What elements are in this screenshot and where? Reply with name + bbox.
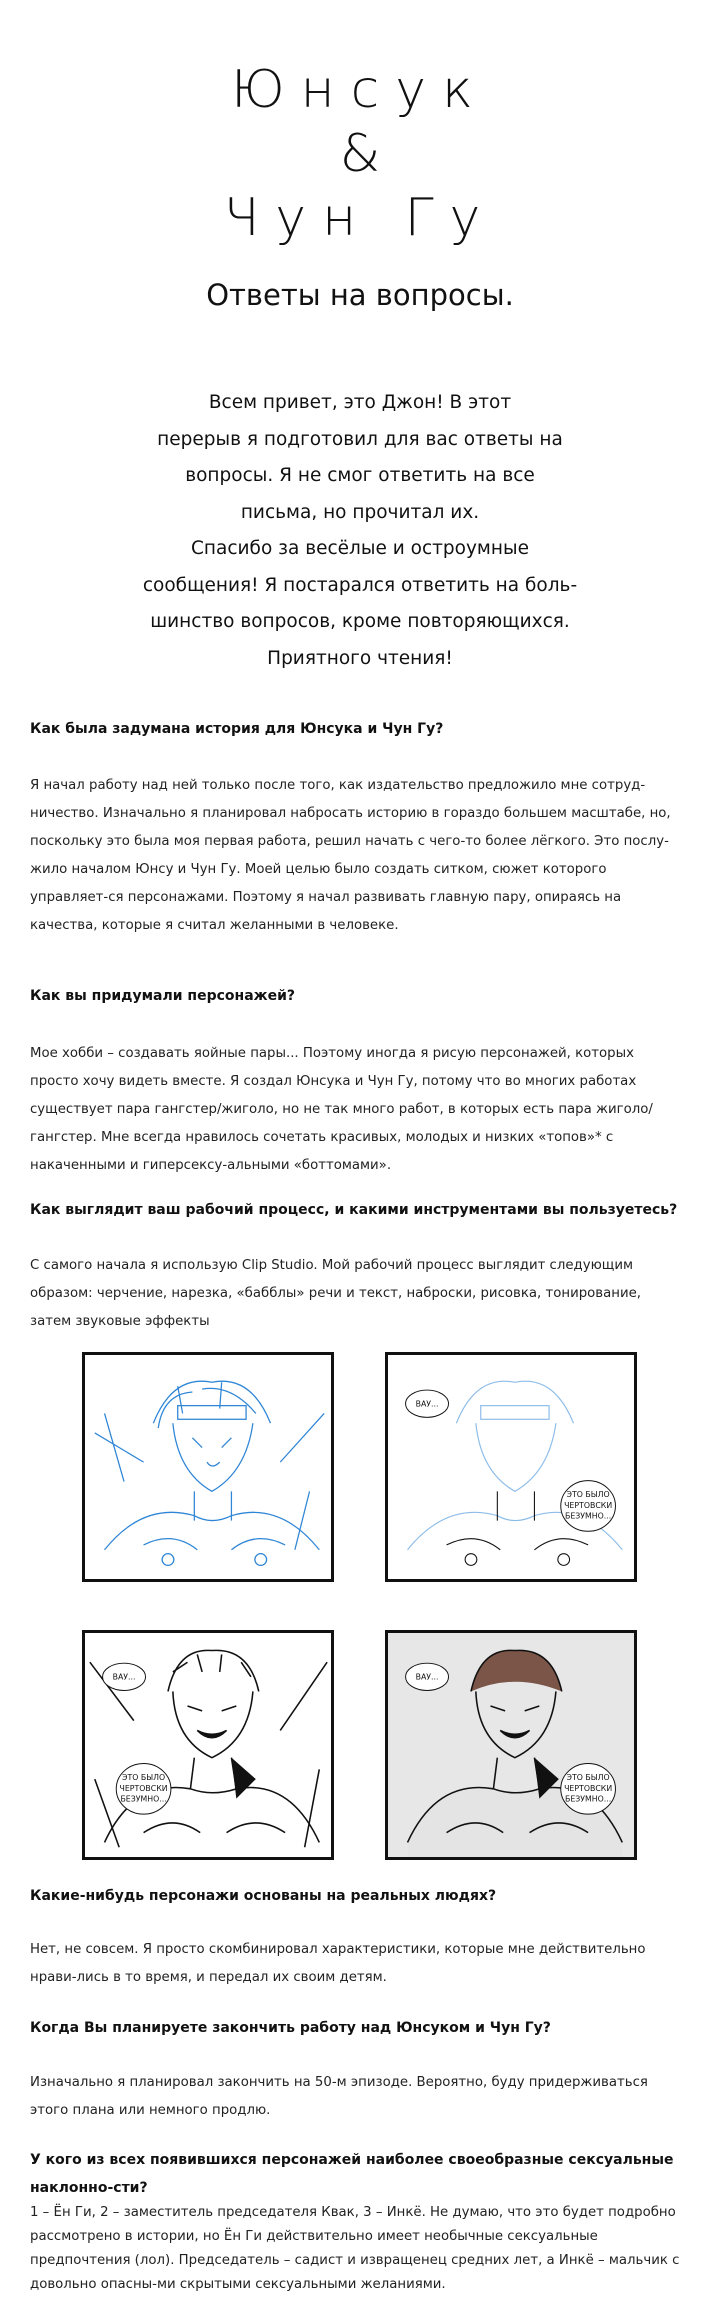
- bubble-left-text: ВАУ...: [415, 1399, 439, 1409]
- intro-line: перерыв я подготовил для вас ответы на: [157, 428, 563, 450]
- inked-drawing: [85, 1633, 331, 1857]
- bubble-right-text-1: ЭТО БЫЛО: [122, 1773, 166, 1783]
- sketch-lines: [95, 1381, 324, 1565]
- intro-line: шинство вопросов, кроме повторяющихся.: [150, 611, 570, 632]
- question-1: Как была задумана история для Юнсука и Чун Гу?: [30, 721, 444, 737]
- question-2: Как вы придумали персонажей?: [30, 988, 296, 1004]
- intro-line: Всем привет, это Джон! В этот: [208, 392, 512, 413]
- intro-line: Приятного чтения!: [267, 647, 453, 669]
- title-line-2: &: [339, 124, 381, 184]
- toned-drawing: [388, 1633, 634, 1857]
- intro-line: Спасибо за весёлые и остроумные: [191, 538, 529, 559]
- title-line-3: Чун Гу: [223, 188, 497, 248]
- intro-line: сообщения! Я постарался ответить на боль-: [142, 574, 578, 596]
- page-subtitle: Ответы на вопросы.: [206, 278, 514, 312]
- bubble-left-text: ВАУ...: [112, 1672, 136, 1682]
- bubble-right-text-3: БЕЗУМНО...: [120, 1794, 167, 1804]
- bubble-right-text-2: ЧЕРТОВСКИ: [564, 1500, 613, 1510]
- intro-line: вопросы. Я не смог ответить на все: [185, 465, 535, 486]
- bubble-right-text-3: БЕЗУМНО...: [564, 1511, 612, 1521]
- shadow-shape: [231, 1758, 255, 1799]
- question-4: Какие-нибудь персонажи основаны на реальных людях?: [30, 1888, 497, 1904]
- answer-6: 1 – Ён Ги, 2 – заместитель председателя Квак, 3 – Инкё. Не думаю, что это будет подробно рассмотрено в истории, но Ён Ги действительно имеет необычные сексуальные предпочтения (лол). Председатель – садист и извращенец средних лет, а Инкё – мальчик с довольно опасны-ми скрытыми сексуальными желаниями.: [30, 2205, 680, 2292]
- bubble-left-text: ВАУ...: [415, 1672, 439, 1682]
- answer-2: Мое хобби – создавать яойные пары... Поэтому иногда я рисую персонажей, которых просто хочу видеть вместе. Я создал Юнсука и Чун Гу, потому что во многих работах существует пара гангстер/жиголо, но не так много работ, в которых есть пара жиголо/гангстер. Мне всегда нравилось сочетать красивых, молодых и низких «топов»* с накаченными и гиперсексу-альными «боттомами».: [30, 1046, 653, 1173]
- panel-lines-bubbles: [385, 1352, 637, 1582]
- bubble-right-text-1: ЭТО БЫЛО: [566, 1490, 610, 1500]
- panel-toned: [385, 1630, 637, 1860]
- bubble-right-text-3: БЕЗУМНО...: [564, 1794, 612, 1804]
- question-6: У кого из всех появившихся персонажей наиболее своеобразные сексуальные наклонно-сти?: [30, 2152, 674, 2196]
- bubble-right-text-2: ЧЕРТОВСКИ: [119, 1783, 168, 1793]
- panel-sketch: [82, 1352, 334, 1582]
- title-line-1: Юнсук: [231, 60, 489, 120]
- intro-block: [120, 385, 600, 677]
- answer-3: С самого начала я использую Clip Studio. Мой рабочий процесс выглядит следующим образом: черчение, нарезка, «бабблы» речи и текст, наброски, рисовка, тонирование, затем звуковые эффекты: [30, 1258, 642, 1329]
- bubble-right-text-1: ЭТО БЫЛО: [566, 1773, 610, 1783]
- question-5: Когда Вы планируете закончить работу над Юнсуком и Чун Гу?: [30, 2020, 551, 2036]
- panel-inked: [82, 1630, 334, 1860]
- sketch-drawing: [85, 1355, 331, 1579]
- answer-1: Я начал работу над ней только после того, как издательство предложило мне сотруд-ничество. Изначально я планировал набросать историю в гораздо большем масштабе, но, поскольку это была моя первая работа, решил начать с чего-то более лёгкого. Это послу-жило началом Юнсу и Чун Гу. Моей целью было создать ситком, сюжет которого управляет-ся персонажами. Поэтому я начал развивать главную пару, опираясь на качества, которые я считал желанными в человеке.: [30, 778, 671, 933]
- answer-4: Нет, не совсем. Я просто скомбинировал характеристики, которые мне действительно нрави-лись в то время, и передал их своим детям.: [30, 1942, 646, 1985]
- answer-5: Изначально я планировал закончить на 50-м эпизоде. Вероятно, буду придерживаться этого плана или немного продлю.: [30, 2075, 648, 2118]
- bubble-right-text-2: ЧЕРТОВСКИ: [564, 1783, 613, 1793]
- question-3: Как выглядит ваш рабочий процесс, и какими инструментами вы пользуетесь?: [30, 1202, 678, 1218]
- line-drawing: [388, 1355, 634, 1579]
- intro-line: письма, но прочитал их.: [240, 501, 480, 523]
